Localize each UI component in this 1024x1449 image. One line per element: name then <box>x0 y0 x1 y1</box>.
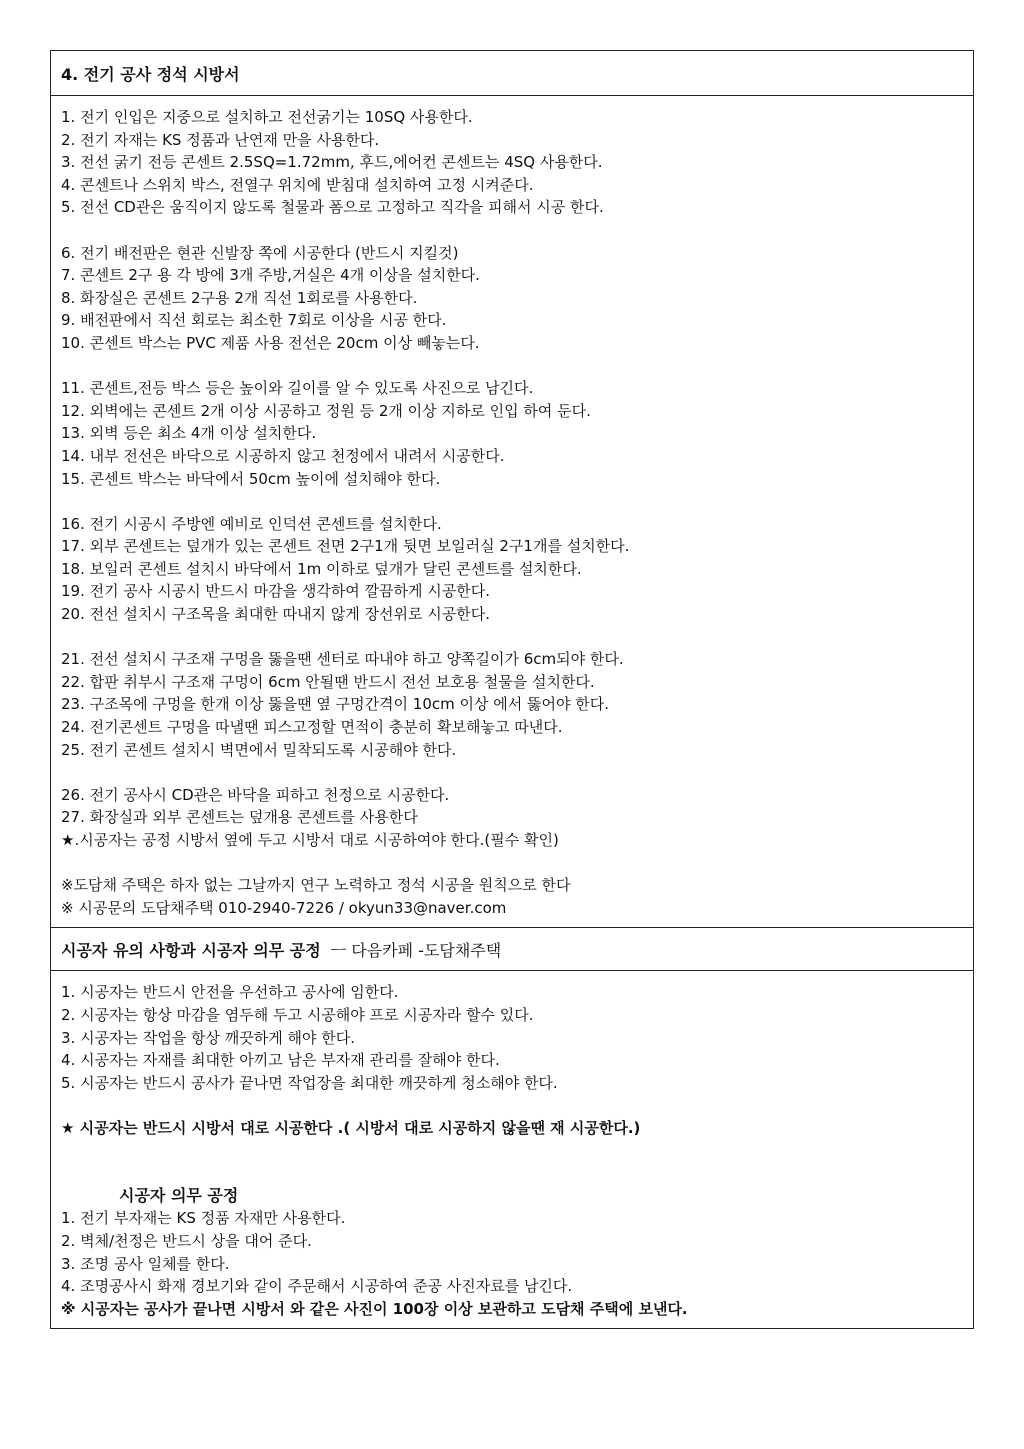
duty-title: 시공자 의무 공정 <box>119 1185 239 1205</box>
rule-line: 5. 시공자는 반드시 공사가 끝나면 작업장을 최대한 깨끗하게 청소해야 한다. <box>61 1073 558 1092</box>
duty-line: 4. 조명공사시 화재 경보기와 같이 주문해서 시공하여 준공 사진자료를 남긴다. <box>61 1277 573 1296</box>
spec-line: 3. 전선 굵기 전등 콘센트 2.5SQ=1.72mm, 후드,에어컨 콘센트는 4SQ 사용한다. <box>61 153 603 172</box>
spec-line: 25. 전기 콘센트 설치시 벽면에서 밀착되도록 시공해야 한다. <box>61 740 457 759</box>
spec-line: 1. 전기 인입은 지중으로 설치하고 전선굵기는 10SQ 사용한다. <box>61 108 473 126</box>
section1-body <box>51 96 973 928</box>
spec-line: 26. 전기 공사시 CD관은 바닥을 피하고 천정으로 시공한다. <box>61 785 450 804</box>
section2-title: 시공자 유의 사항과 시공자 의무 공정 <box>61 940 321 960</box>
section2-subtitle: ㅡ 다음카페 -도담채주택 <box>330 940 502 960</box>
spec-group-1 <box>61 106 963 219</box>
duty-line: 3. 조명 공사 일체를 한다. <box>61 1254 230 1273</box>
section1-header <box>51 51 973 96</box>
duty-line: 1. 전기 부자재는 KS 정품 자재만 사용한다. <box>61 1209 346 1228</box>
spec-line: 21. 전선 설치시 구조재 구멍을 뚫을땐 센터로 따내야 하고 양쪽길이가 6cm되야 한다. <box>61 650 624 669</box>
spec-line: 15. 콘센트 박스는 바닥에서 50cm 높이에 설치해야 한다. <box>61 469 441 488</box>
spec-line: 20. 전선 설치시 구조목을 최대한 따내지 않게 장선위로 시공한다. <box>61 605 491 624</box>
spec-group-2 <box>61 242 963 355</box>
final-note: ※ 시공자는 공사가 끝나면 시방서 와 같은 사진이 100장 이상 보관하고 도담채 주택에 보낸다. <box>61 1299 688 1318</box>
spec-line: 27. 화장실과 외부 콘센트는 덮개용 콘센트를 사용한다 <box>61 808 418 827</box>
rule-line: 2. 시공자는 항상 마감을 염두해 두고 시공해야 프로 시공자라 할수 있다. <box>61 1005 534 1024</box>
principle-note: ※도담채 주택은 하자 없는 그날까지 연구 노력하고 정석 시공을 원칙으로 한다 <box>61 876 571 895</box>
rule-line: 3. 시공자는 작업을 항상 깨끗하게 해야 한다. <box>61 1028 356 1047</box>
rule-line: 4. 시공자는 자재를 최대한 아끼고 남은 부자재 관리를 잘해야 한다. <box>61 1051 500 1070</box>
spec-line: 8. 화장실은 콘센트 2구용 2개 직선 1회로를 사용한다. <box>61 288 418 307</box>
spec-group-6 <box>61 784 963 852</box>
spec-line: ★.시공자는 공정 시방서 옆에 두고 시방서 대로 시공하여야 한다.(필수 확인) <box>61 831 559 849</box>
spec-line: 18. 보일러 콘센트 설치시 바닥에서 1m 이하로 덮개가 달린 콘센트를 설치한다. <box>61 559 582 578</box>
spec-line: 22. 합판 취부시 구조재 구멍이 6cm 안될땐 반드시 전선 보호용 철물을 설치한다. <box>61 672 595 691</box>
section1-title: 4. 전기 공사 정석 시방서 <box>61 64 240 84</box>
spec-sheet <box>50 50 974 1329</box>
spec-line: 11. 콘센트,전등 박스 등은 높이와 길이를 알 수 있도록 사진으로 남긴다. <box>61 379 534 398</box>
spec-line: 23. 구조목에 구멍을 한개 이상 뚫을땐 옆 구멍간격이 10cm 이상 에서 뚫어야 한다. <box>61 695 609 714</box>
spec-group-5 <box>61 648 963 761</box>
spec-group-4 <box>61 513 963 626</box>
spec-line: 12. 외벽에는 콘센트 2개 이상 시공하고 정원 등 2개 이상 지하로 인입 하여 둔다. <box>61 401 591 420</box>
section2-body <box>51 971 973 1328</box>
section2-header <box>51 928 973 971</box>
duty-line: 2. 벽체/천정은 반드시 상을 대어 준다. <box>61 1231 312 1250</box>
notice-line: ★ 시공자는 반드시 시방서 대로 시공한다 .( 시방서 대로 시공하지 않을땐 재 시공한다.) <box>61 1118 641 1137</box>
spec-line: 24. 전기콘센트 구멍을 따낼땐 피스고정할 면적이 충분히 확보해놓고 따낸다. <box>61 718 563 737</box>
spec-line: 7. 콘센트 2구 용 각 방에 3개 주방,거실은 4개 이상을 설치한다. <box>61 266 480 285</box>
spec-line: 2. 전기 자재는 KS 정품과 난연재 만을 사용한다. <box>61 130 380 149</box>
contact-group <box>61 874 963 919</box>
rule-line: 1. 시공자는 반드시 안전을 우선하고 공사에 임한다. <box>61 983 399 1002</box>
spec-line: 17. 외부 콘센트는 덮개가 있는 콘센트 전면 2구1개 뒷면 보일러실 2구1개를 설치한다. <box>61 537 630 556</box>
spec-line: 9. 배전판에서 직선 회로는 최소한 7회로 이상을 시공 한다. <box>61 311 447 330</box>
spec-line: 14. 내부 전선은 바닥으로 시공하지 않고 천정에서 내려서 시공한다. <box>61 446 505 465</box>
contact-line: ※ 시공문의 도담채주택 010-2940-7226 / okyun33@naver.com <box>61 898 507 917</box>
spec-line: 13. 외벽 등은 최소 4개 이상 설치한다. <box>61 424 317 443</box>
spec-line: 10. 콘센트 박스는 PVC 제품 사용 전선은 20cm 이상 빼놓는다. <box>61 333 480 352</box>
spec-line: 19. 전기 공사 시공시 반드시 마감을 생각하여 깔끔하게 시공한다. <box>61 582 491 601</box>
spec-line: 16. 전기 시공시 주방엔 예비로 인덕션 콘센트를 설치한다. <box>61 514 442 533</box>
spec-line: 5. 전선 CD관은 움직이지 않도록 철물과 폼으로 고정하고 직각을 피해서 시공 한다. <box>61 198 604 217</box>
spec-line: 6. 전기 배전판은 현관 신발장 쪽에 시공한다 (반드시 지킬것) <box>61 243 459 262</box>
spec-group-3 <box>61 377 963 490</box>
spec-line: 4. 콘센트나 스위치 박스, 전열구 위치에 받침대 설치하여 고정 시켜준다. <box>61 175 534 194</box>
